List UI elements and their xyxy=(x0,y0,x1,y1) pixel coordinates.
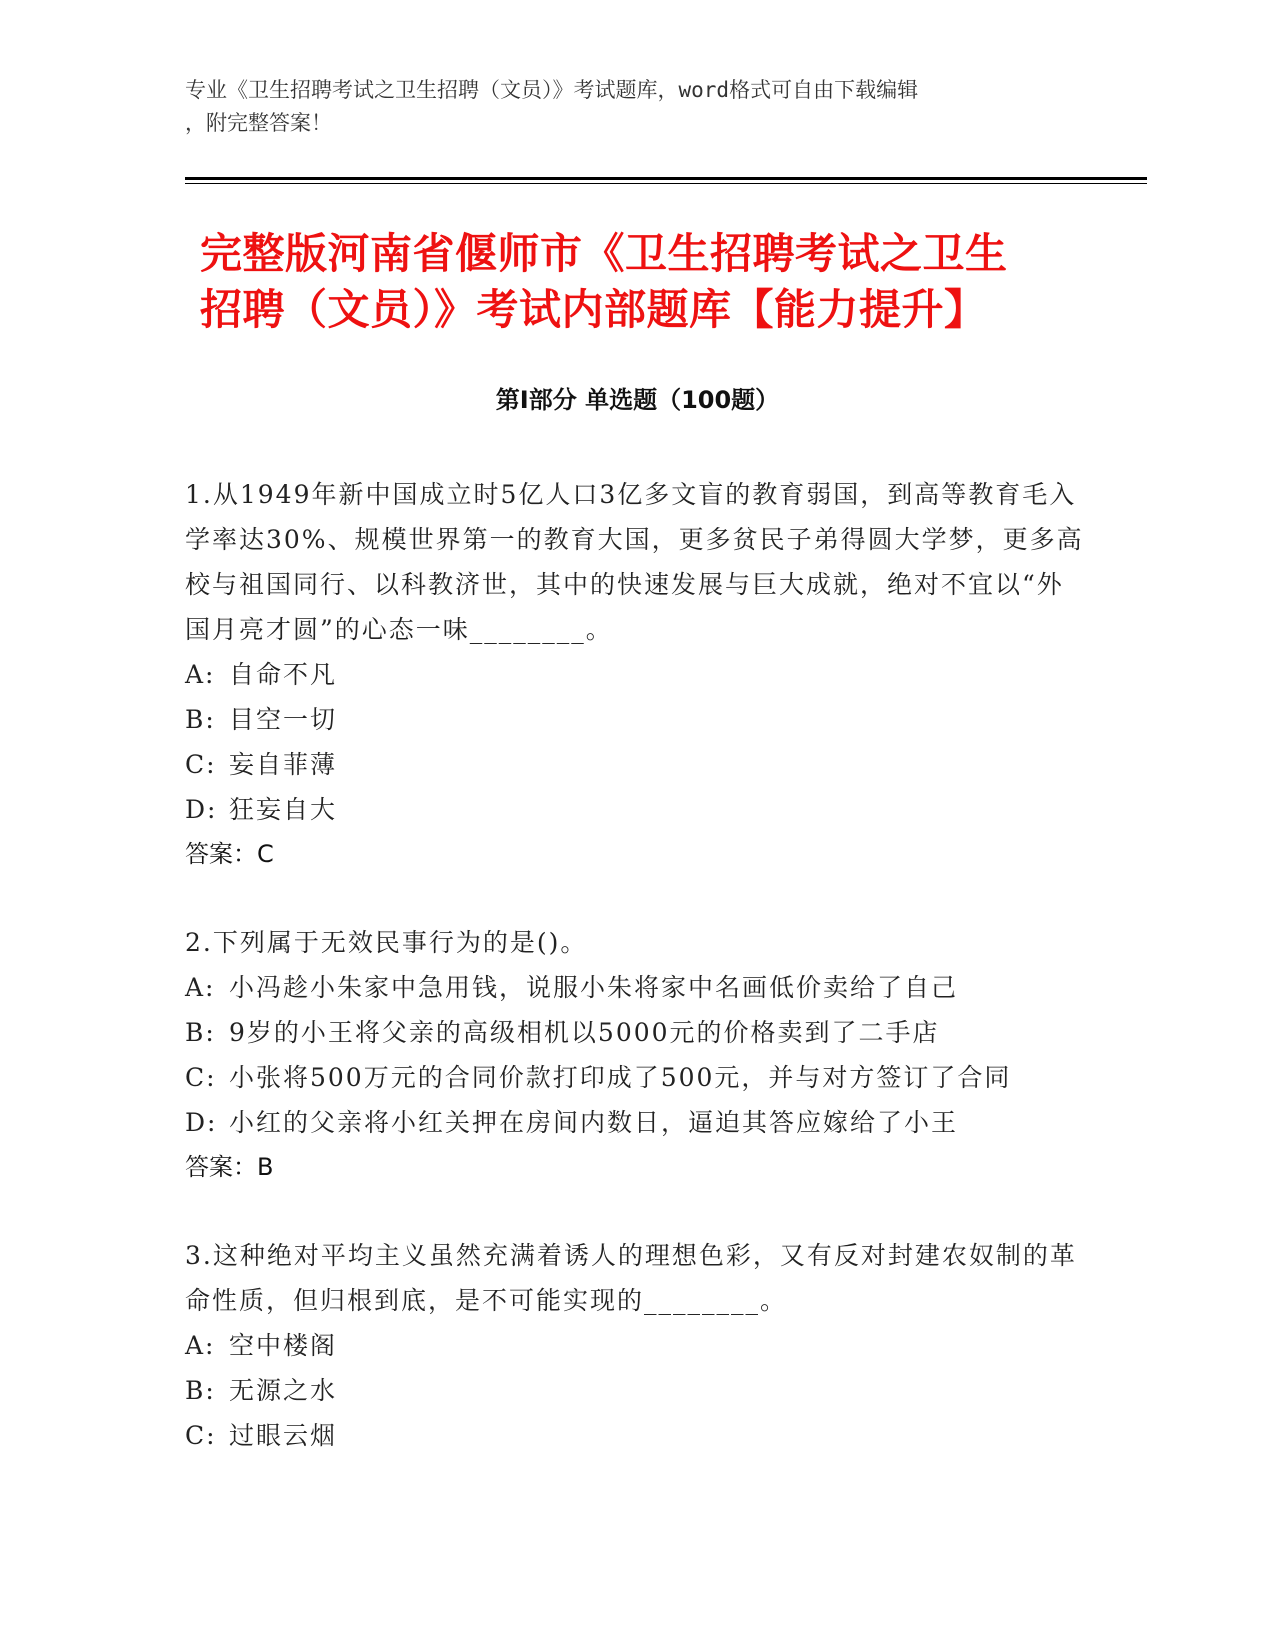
option-letter: A: xyxy=(185,973,216,1002)
option-letter: A: xyxy=(185,1331,216,1360)
option-text: 小红的父亲将小红关押在房间内数日，逼迫其答应嫁给了小王 xyxy=(229,1108,959,1137)
option-text: 狂妄自大 xyxy=(229,795,338,824)
question-block xyxy=(185,1233,1085,1458)
question-option xyxy=(185,652,1085,697)
header-divider-thick xyxy=(185,177,1147,180)
option-text: 目空一切 xyxy=(229,705,338,734)
header-note-line-2: ，附完整答案！ xyxy=(185,111,332,135)
option-letter: D: xyxy=(185,795,218,824)
option-letter: C: xyxy=(185,750,217,779)
option-text: 9岁的小王将父亲的高级相机以5000元的价格卖到了二手店 xyxy=(229,1018,940,1047)
question-option xyxy=(185,787,1085,832)
document-title-line-2: 招聘（文员）》考试内部题库【能力提升】 xyxy=(200,285,987,334)
header-divider-thin xyxy=(185,183,1147,184)
document-title-line-1: 完整版河南省偃师市《卫生招聘考试之卫生 xyxy=(200,229,1008,278)
question-option xyxy=(185,1010,1085,1055)
option-letter: A: xyxy=(185,660,216,689)
option-text: 空中楼阁 xyxy=(229,1331,338,1360)
question-option xyxy=(185,1100,1085,1145)
option-text: 自命不凡 xyxy=(229,660,338,689)
option-text: 妄自菲薄 xyxy=(229,750,338,779)
option-text: 小冯趁小朱家中急用钱，说服小朱将家中名画低价卖给了自己 xyxy=(229,973,959,1002)
question-stem: 2.下列属于无效民事行为的是()。 xyxy=(185,928,588,957)
question-option xyxy=(185,1323,1085,1368)
header-note-line-1: 专业《卫生招聘考试之卫生招聘（文员）》考试题库，word格式可自由下载编辑 xyxy=(185,78,919,102)
question-answer: 答案：C xyxy=(185,840,274,868)
option-letter: C: xyxy=(185,1421,217,1450)
question-stem: 1.从1949年新中国成立时5亿人口3亿多文盲的教育弱国，到高等教育毛入学率达30%、规模世界第一的教育大国，更多贫民子弟得圆大学梦，更多高校与祖国同行、以科教济世，其中的快速发展与巨大成就，绝对不宜以“外国月亮才圆”的心态一味________。 xyxy=(185,480,1084,644)
option-letter: D: xyxy=(185,1108,218,1137)
option-text: 无源之水 xyxy=(229,1376,338,1405)
option-letter: B: xyxy=(185,705,216,734)
question-answer: 答案：B xyxy=(185,1153,274,1181)
question-block xyxy=(185,920,1085,1190)
question-option xyxy=(185,1368,1085,1413)
section-heading: 第Ⅰ部分 单选题（100题） xyxy=(495,386,780,414)
question-option xyxy=(185,965,1085,1010)
option-letter: C: xyxy=(185,1063,217,1092)
question-list xyxy=(185,472,1085,1501)
question-block xyxy=(185,472,1085,877)
question-option xyxy=(185,1055,1085,1100)
option-text: 小张将500万元的合同价款打印成了500元，并与对方签订了合同 xyxy=(229,1063,1012,1092)
document-title xyxy=(200,226,1100,338)
option-letter: B: xyxy=(185,1376,216,1405)
question-option xyxy=(185,742,1085,787)
question-stem: 3.这种绝对平均主义虽然充满着诱人的理想色彩，又有反对封建农奴制的革命性质，但归根到底，是不可能实现的________。 xyxy=(185,1241,1077,1315)
question-option xyxy=(185,697,1085,742)
header-note xyxy=(185,74,1085,140)
option-letter: B: xyxy=(185,1018,216,1047)
option-text: 过眼云烟 xyxy=(229,1421,338,1450)
question-option xyxy=(185,1413,1085,1458)
